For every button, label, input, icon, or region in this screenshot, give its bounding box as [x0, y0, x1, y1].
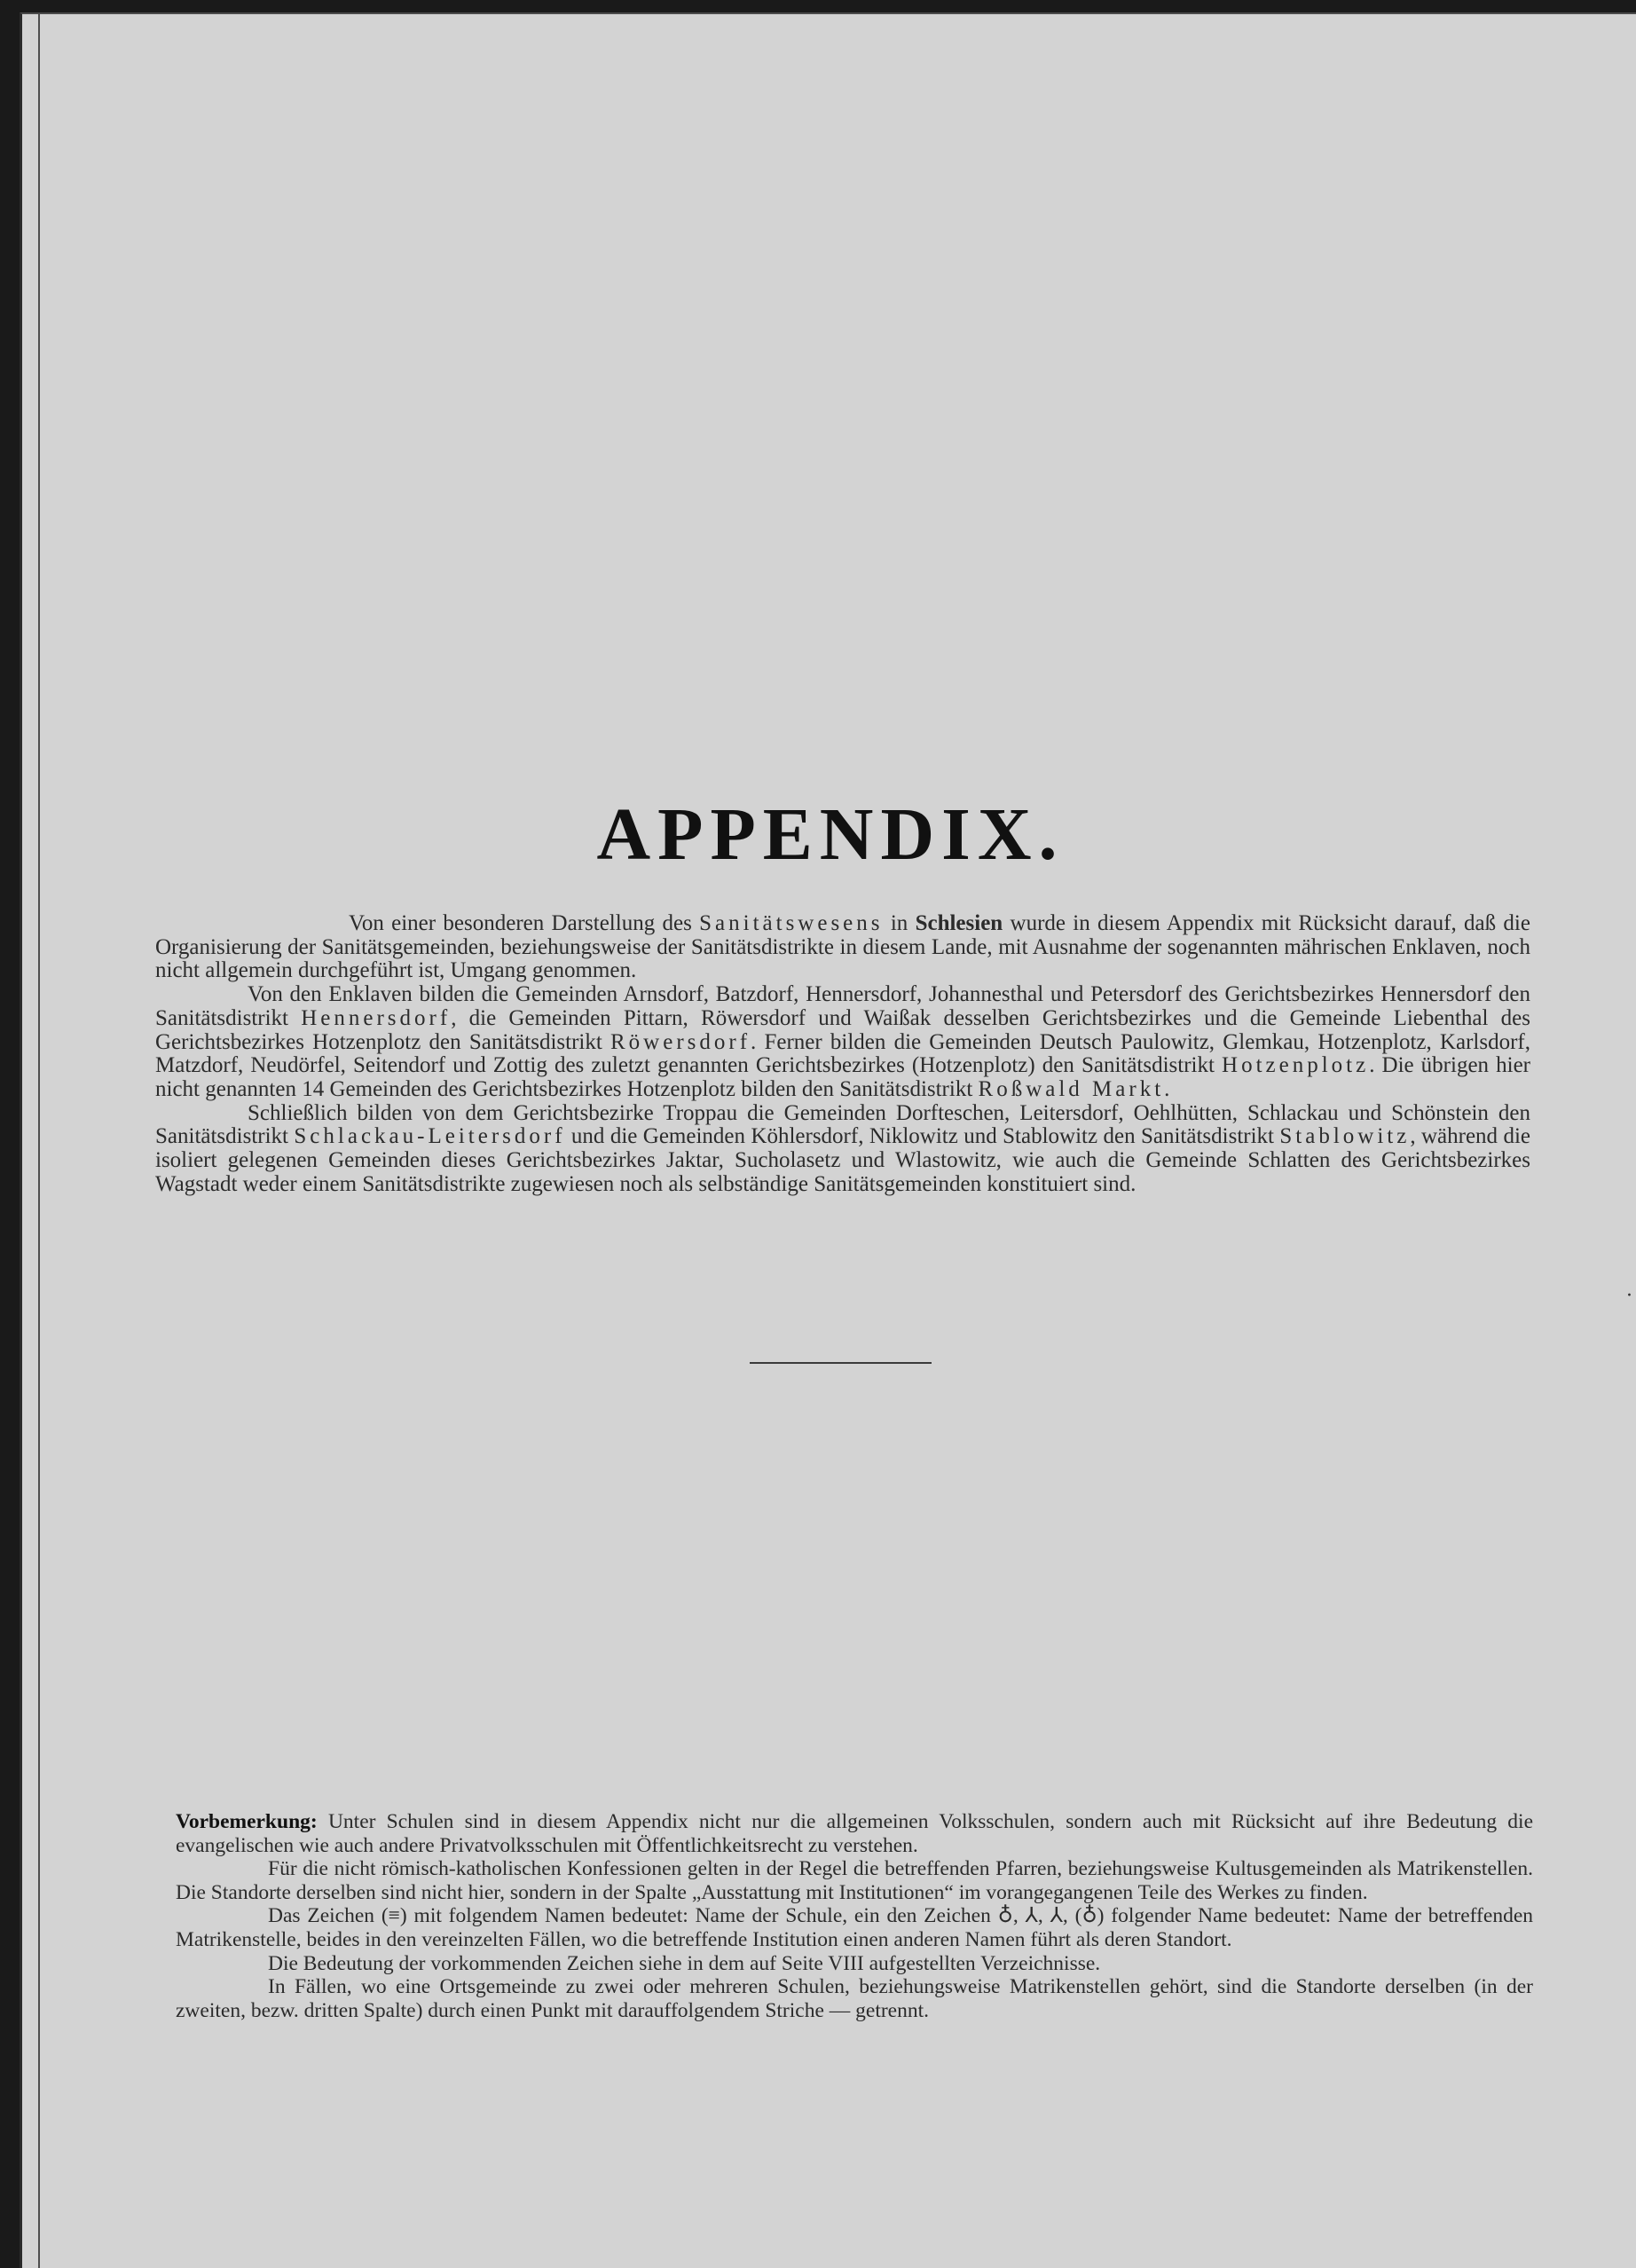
document-page [20, 12, 1636, 2268]
district-name: Röwersdorf [610, 1029, 751, 1054]
note-paragraph-3: Das Zeichen (≡) mit folgendem Namen bedeutet: Name der Schule, ein den Zeichen ♁, ⅄, ⅄, (♁) folgender Name bedeutet: Name der betreffenden Matrikenstelle, beides in den vereinzelten Fällen, wo die betreffende Institution einen anderen Namen führt als deren Standort. [176, 1904, 1533, 1951]
margin-mark: · [1626, 1285, 1632, 1307]
district-name: Schlackau-Leitersdorf [294, 1124, 566, 1149]
note-paragraph-4: Die Bedeutung der vorkommenden Zeichen siehe in dem auf Seite VIII aufgestellten Verzeichnisse. [268, 1951, 1101, 1975]
note-paragraph-1: Vorbemerkung: Unter Schulen sind in diesem Appendix nicht nur die allgemeinen Volksschulen, sondern auch mit Rücksicht auf ihre Bedeutung die evangelischen wie auch andere Privatvolksschulen mit Öffentlichkeitsrecht zu verstehen. [176, 1810, 1533, 1857]
emphasis-spaced: Sanitätswesens [699, 911, 884, 935]
district-name: Stablowitz [1279, 1124, 1411, 1149]
intro-paragraph-2: Von den Enklaven bilden die Gemeinden Arnsdorf, Batzdorf, Hennersdorf, Johannesthal und Petersdorf des Gerichtsbezirkes Hennersdorf den Sanitätsdistrikt Hennersdorf, die Gemeinden Pittarn, Röwersdorf und Waißak desselben Gerichtsbezirkes und die Gemeinde Liebenthal des Gerichtsbezirkes Hotzenplotz den Sanitätsdistrikt Röwersdorf. Ferner bilden die Gemeinden Deutsch Paulowitz, Glemkau, Hotzenplotz, Karlsdorf, Matzdorf, Neudörfel, Seitendorf und Zottig des zuletzt genannten Gerichtsbezirkes (Hotzenplotz) den Sanitätsdistrikt Hotzenplotz. Die übrigen hier nicht genannten 14 Gemeinden des Gerichtsbezirkes Hotzenplotz bilden den Sanitätsdistrikt Roßwald Markt. [155, 982, 1531, 1101]
intro-section [155, 912, 1530, 1196]
intro-paragraph-1: Von einer besonderen Darstellung des Sanitätswesens in Schlesien wurde in diesem Appendix mit Rücksicht darauf, daß die Organisierung der Sanitätsgemeinden, beziehungsweise der Sanitätsdistrikte in diesem Lande, mit Ausnahme der sogenannten mährischen Enklaven, noch nicht allgemein durchgeführt ist, Umgang genommen. [155, 911, 1530, 983]
district-name: Hotzenplotz [1222, 1053, 1370, 1078]
page-title: APPENDIX. [596, 793, 1065, 876]
note-paragraph-2: Für die nicht römisch-katholischen Konfessionen gelten in der Regel die betreffenden Pfarren, beziehungsweise Kultusgemeinden als Matrikenstellen. Die Standorte derselben sind nicht hier, sondern in der Spalte „Ausstattung mit Institutionen“ im vorangegangenen Teile des Werkes zu finden. [176, 1857, 1533, 1904]
district-name: Roßwald Markt [978, 1076, 1165, 1101]
preliminary-notes [176, 1810, 1533, 2022]
note-paragraph-5: In Fällen, wo eine Ortsgemeinde zu zwei oder mehreren Schulen, beziehungsweise Matrikenstellen gehört, sind die Standorte derselben (in der zweiten, bezw. dritten Spalte) durch einen Punkt mit darauffolgendem Striche — getrennt. [176, 1975, 1533, 2022]
intro-paragraph-3: Schließlich bilden von dem Gerichtsbezirke Troppau die Gemeinden Dorfteschen, Leitersdorf, Oehlhütten, Schlackau und Schönstein den Sanitätsdistrikt Schlackau-Leitersdorf und die Gemeinden Köhlersdorf, Niklowitz und Stablowitz den Sanitätsdistrikt Stablowitz, während die isoliert gelegenen Gemeinden dieses Gerichtsbezirkes Jaktar, Sucholasetz und Wlastowitz, wie auch die Gemeinde Schlatten des Gerichtsbezirkes Wagstadt weder einem Sanitätsdistrikte zugewiesen noch als selbständige Sanitätsgemeinden konstituiert sind. [155, 1100, 1530, 1196]
section-divider [750, 1362, 932, 1364]
district-name: Hennersdorf [301, 1005, 452, 1030]
notes-heading: Vorbemerkung: [176, 1810, 318, 1833]
emphasis-bold: Schlesien [915, 911, 1003, 935]
